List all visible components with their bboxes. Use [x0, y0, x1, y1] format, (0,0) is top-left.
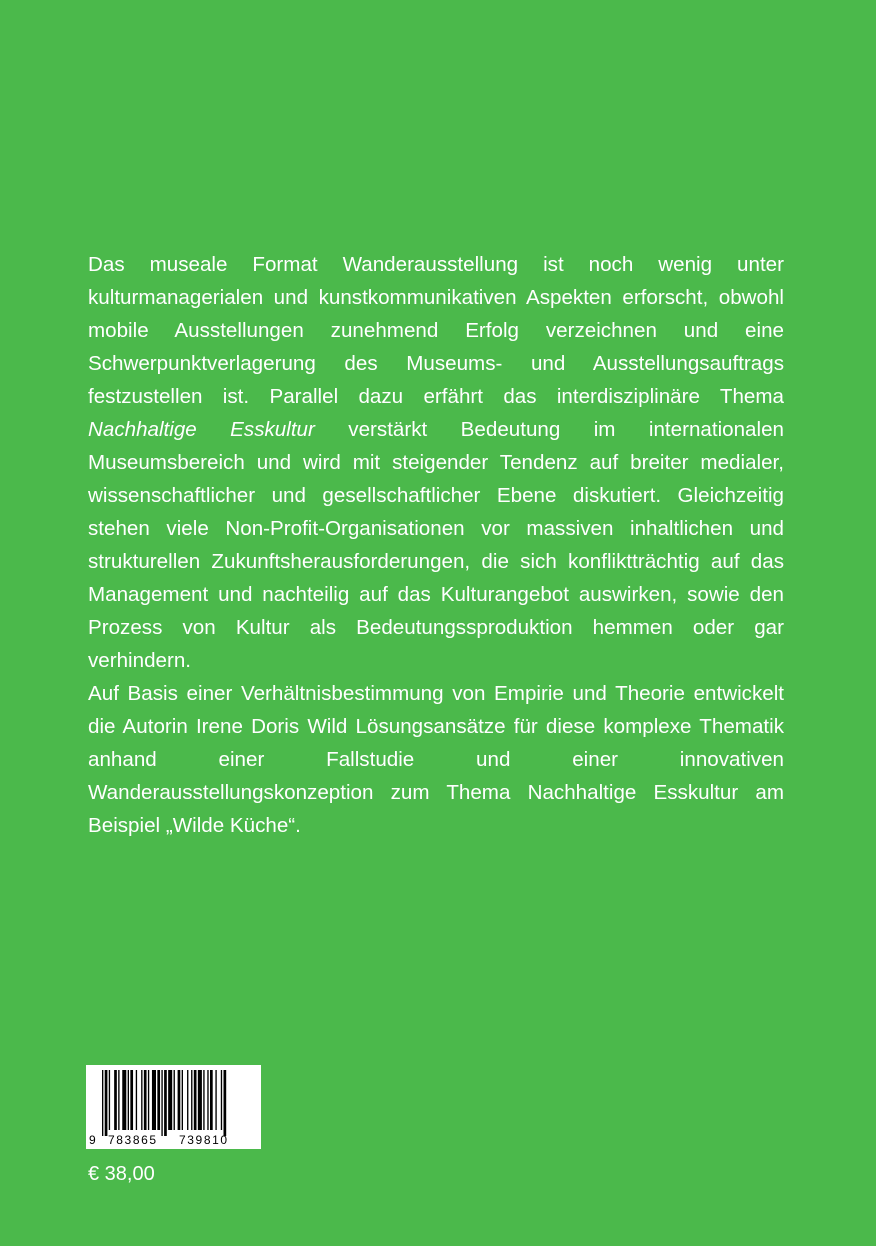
barcode-bar: [102, 1070, 103, 1136]
barcode-bar: [109, 1070, 110, 1130]
back-cover-blurb: [88, 248, 784, 842]
barcode-bar: [161, 1070, 162, 1136]
barcode-bar: [187, 1070, 188, 1130]
isbn-barcode: [86, 1065, 261, 1149]
barcode-bar: [128, 1070, 129, 1130]
price-label: € 38,00: [88, 1163, 155, 1185]
barcode-bar: [178, 1070, 181, 1130]
barcode-bar: [152, 1070, 156, 1130]
blurb-p1-italic-title: Nachhaltige Esskultur: [88, 418, 315, 441]
barcode-bars: [102, 1070, 226, 1136]
barcode-bar: [114, 1070, 117, 1130]
barcode-bar: [215, 1070, 216, 1130]
blurb-p1-text-b: verstärkt Bedeutung im internationalen Museumsbereich und wird mit steigender Tendenz auf breiter medialer, wissenschaftlicher und gesellschaftlicher Ebene diskutiert. Gleichzeitig stehen viele Non-Profit-Organisationen vor massiven inhaltlichen und strukturellen Zukunftsherausforderungen, die sich konfliktträchtig auf das Management und nachteilig auf das Kulturangebot auswirken, sowie den Prozess von Kultur als Bedeutungssproduktion hemmen oder gar verhindern.: [88, 418, 784, 672]
barcode-bar: [157, 1070, 160, 1130]
barcode-bar: [148, 1070, 149, 1130]
barcode-bar: [198, 1070, 202, 1130]
barcode-bar: [182, 1070, 183, 1130]
barcode-bar: [144, 1070, 147, 1130]
barcode-bar: [136, 1070, 137, 1130]
barcode-bar: [141, 1070, 142, 1130]
blurb-p1-text-a: Das museale Format Wanderausstellung ist noch wenig unter kulturmanagerialen und kunstkommunikativen Aspekten erforscht, obwohl mobile Ausstellungen zunehmend Erfolg verzeichnen und eine Schwerpunktverlagerung des Museums- und Ausstellungsauftrags festzustellen ist. Parallel dazu erfährt das interdisziplinäre Thema: [88, 253, 784, 408]
barcode-graphic: [86, 1065, 261, 1149]
barcode-bar: [130, 1070, 133, 1130]
barcode-bar: [221, 1070, 222, 1130]
barcode-bar: [224, 1070, 227, 1136]
barcode-bar: [203, 1070, 204, 1130]
blurb-paragraph-1: [88, 248, 784, 677]
barcode-bar: [174, 1070, 175, 1130]
barcode-bar: [194, 1070, 197, 1130]
barcode-bar: [105, 1070, 108, 1136]
barcode-digits-left: 783865: [108, 1133, 158, 1147]
barcode-bar: [191, 1070, 192, 1130]
barcode-bar: [118, 1070, 119, 1130]
barcode-bar: [210, 1070, 213, 1130]
barcode-bar: [164, 1070, 167, 1136]
barcode-bar: [207, 1070, 208, 1130]
blurb-paragraph-2: Auf Basis einer Verhältnisbestimmung von Empirie und Theorie entwickelt die Autorin Irene Doris Wild Lösungsansätze für diese komplexe Thematik anhand einer Fallstudie und einer innovativen Wanderausstellungskonzeption zum Thema Nachhaltige Esskultur am Beispiel „Wilde Küche“.: [88, 682, 784, 837]
barcode-digits-right: 739810: [179, 1133, 229, 1147]
barcode-bar: [122, 1070, 126, 1130]
barcode-first-digit: 9: [89, 1133, 96, 1147]
barcode-bar: [168, 1070, 172, 1130]
